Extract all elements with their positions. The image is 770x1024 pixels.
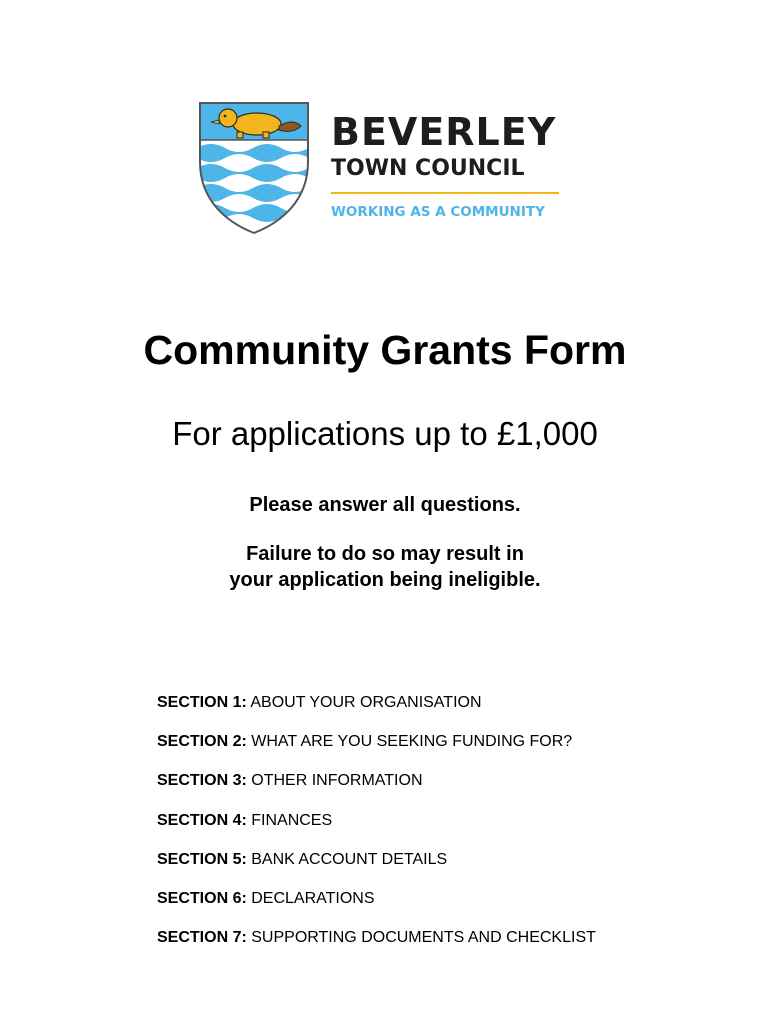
- section-name: DECLARATIONS: [251, 889, 375, 907]
- council-name: [331, 110, 556, 184]
- beaver-shield-crest-icon: [197, 100, 311, 236]
- instruction-warning-line1: Failure to do so may result in: [246, 543, 524, 565]
- council-name-line2: TOWN COUNCIL: [331, 156, 525, 181]
- section-list: [157, 692, 596, 966]
- section-item: [157, 692, 596, 731]
- section-number: SECTION 6:: [157, 889, 247, 907]
- tagline: WORKING AS A COMMUNITY: [331, 204, 545, 220]
- instruction-warning: [0, 541, 770, 593]
- page-title: Community Grants Form: [143, 327, 627, 373]
- section-name: OTHER INFORMATION: [251, 772, 423, 790]
- section-number: SECTION 2:: [157, 733, 247, 751]
- tagline-divider: [331, 192, 559, 194]
- section-item: [157, 849, 596, 888]
- council-name-line1: BEVERLEY: [331, 110, 557, 154]
- council-logo: [197, 100, 577, 240]
- instruction-warning-line2: your application being ineligible.: [229, 569, 541, 591]
- section-item: [157, 888, 596, 927]
- section-number: SECTION 5:: [157, 850, 247, 868]
- section-number: SECTION 7:: [157, 929, 247, 947]
- section-item: [157, 927, 596, 966]
- page-subtitle: For applications up to £1,000: [172, 415, 598, 452]
- section-item: [157, 770, 596, 809]
- instruction-answer-all: Please answer all questions.: [249, 494, 521, 516]
- section-name: FINANCES: [251, 811, 333, 829]
- section-item: [157, 731, 596, 770]
- section-number: SECTION 4:: [157, 811, 247, 829]
- section-name: SUPPORTING DOCUMENTS AND CHECKLIST: [251, 929, 596, 947]
- section-number: SECTION 1:: [157, 694, 247, 711]
- section-item: [157, 810, 596, 849]
- section-name: ABOUT YOUR ORGANISATION: [250, 694, 482, 711]
- section-name: WHAT ARE YOU SEEKING FUNDING FOR?: [251, 733, 573, 751]
- section-name: BANK ACCOUNT DETAILS: [251, 850, 448, 868]
- section-number: SECTION 3:: [157, 772, 247, 790]
